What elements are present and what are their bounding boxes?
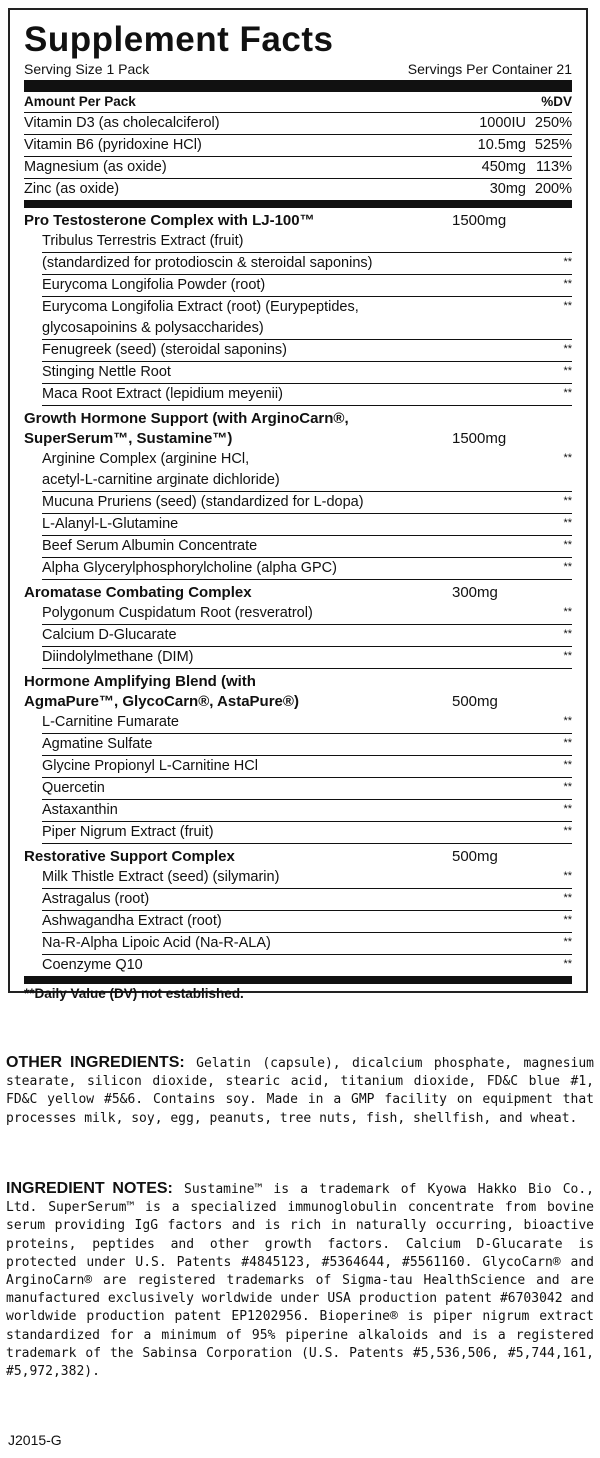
ingredient-row bbox=[42, 470, 572, 492]
dv-not-established-marker bbox=[556, 470, 572, 491]
blend-groups bbox=[24, 208, 572, 976]
dv-not-established-marker: ** bbox=[563, 387, 572, 399]
panel-title: Supplement Facts bbox=[24, 20, 334, 59]
ingredient-name: Calcium D-Glucarate bbox=[42, 627, 177, 643]
ingredient-row bbox=[42, 340, 572, 362]
dv-not-established-marker: ** bbox=[563, 892, 572, 904]
dv-not-established-marker: ** bbox=[563, 517, 572, 529]
group-title-line bbox=[24, 692, 572, 712]
vitamin-dv: 200% bbox=[534, 181, 572, 197]
ingredient-row bbox=[42, 933, 572, 955]
vitamin-row bbox=[24, 179, 572, 200]
ingredient-row bbox=[42, 800, 572, 822]
ingredient-name: glycosapoinins & polysaccharides) bbox=[42, 320, 264, 336]
dv-not-established-marker: ** bbox=[563, 737, 572, 749]
vitamin-name: Zinc (as oxide) bbox=[24, 181, 120, 197]
group-title-line bbox=[24, 409, 572, 429]
group-quantity: 1500mg bbox=[452, 430, 507, 447]
ingredient-notes-text: Sustamine™ is a trademark of Kyowa Hakko Bio Co., Ltd. SuperSerum™ is a specialized immunoglobulin concentrate from bovine serum providing IgG factors and is rich in naturally occurring, bioactive proteins, peptides and other growth factors. Calcium D-Glucarate is protected under U.S. Patents #4845123, #5364644, #5561160. GlycoCarn® and ArginoCarn® are registered trademarks of Sigma-tau HealthScience and are manufactured exclusively worldwide under USA production patent #6703042 and worldwide production patent EP1202956. Bioperine® is piper nigrum extract standardized for a minimum of 95% piperine alkaloids and is a registered trademark of the Sabinsa Corporation (U.S. Patents #5,536,506, #5,744,161, #5,972,382). bbox=[6, 1182, 594, 1380]
ingredient-name: Beef Serum Albumin Concentrate bbox=[42, 538, 258, 554]
ingredient-name: Stinging Nettle Root bbox=[42, 364, 171, 380]
serving-size: Serving Size 1 Pack bbox=[24, 61, 150, 77]
group-quantity: 500mg bbox=[452, 693, 498, 710]
ingredient-notes-label: INGREDIENT NOTES: bbox=[6, 1180, 173, 1197]
ingredient-row bbox=[42, 625, 572, 647]
dv-not-established-marker: ** bbox=[563, 715, 572, 727]
ingredient-name: L-Alanyl-L-Glutamine bbox=[42, 516, 179, 532]
ingredient-name: Tribulus Terrestris Extract (fruit) bbox=[42, 233, 244, 249]
other-ingredients-label: OTHER INGREDIENTS: bbox=[6, 1054, 185, 1071]
ingredient-notes bbox=[6, 1180, 594, 1381]
group-title-line bbox=[24, 583, 572, 603]
other-ingredients-text: Gelatin (capsule), dicalcium phosphate, magnesium stearate, silicon dioxide, stearic acid, titanium dioxide, FD&C blue #1, FD&C yellow #5&6. Contains soy. Made in a GMP facility on equipment that processes milk, soy, egg, peanuts, tree nuts, fish, shellfish, and wheat. bbox=[6, 1056, 595, 1126]
ingredient-name: Astaxanthin bbox=[42, 802, 118, 818]
dv-not-established-marker: ** bbox=[563, 300, 572, 312]
vitamin-name: Vitamin D3 (as cholecalciferol) bbox=[24, 115, 220, 131]
ingredient-row bbox=[42, 867, 572, 889]
blend-group bbox=[24, 208, 572, 406]
group-quantity: 500mg bbox=[452, 848, 498, 865]
dv-not-established-marker: ** bbox=[563, 256, 572, 268]
group-name-continued: SuperSerum™, Sustamine™) bbox=[24, 430, 233, 447]
ingredient-name: Eurycoma Longifolia Powder (root) bbox=[42, 277, 266, 293]
dv-not-established-marker: ** bbox=[563, 936, 572, 948]
ingredient-name: Agmatine Sulfate bbox=[42, 736, 153, 752]
ingredient-row bbox=[42, 603, 572, 625]
ingredient-row bbox=[42, 536, 572, 558]
ingredient-name: Fenugreek (seed) (steroidal saponins) bbox=[42, 342, 288, 358]
group-name: Hormone Amplifying Blend (with bbox=[24, 673, 256, 690]
ingredient-row bbox=[42, 514, 572, 536]
group-title-line bbox=[24, 211, 572, 231]
vitamin-row bbox=[24, 157, 572, 179]
ingredient-row bbox=[42, 911, 572, 933]
ingredient-row bbox=[42, 778, 572, 800]
dv-footnote: **Daily Value (DV) not established. bbox=[24, 986, 244, 1001]
blend-group bbox=[24, 580, 572, 669]
vitamin-name: Magnesium (as oxide) bbox=[24, 159, 167, 175]
dv-not-established-marker: ** bbox=[563, 650, 572, 662]
divider-medium-bottom bbox=[24, 976, 572, 984]
dv-not-established-marker: ** bbox=[563, 452, 572, 464]
ingredient-row bbox=[42, 822, 572, 844]
ingredient-row bbox=[42, 492, 572, 514]
dv-not-established-marker: ** bbox=[563, 278, 572, 290]
group-name: Aromatase Combating Complex bbox=[24, 584, 252, 601]
blend-group bbox=[24, 406, 572, 580]
ingredient-row bbox=[42, 362, 572, 384]
ingredient-row bbox=[42, 449, 572, 470]
ingredient-row bbox=[42, 889, 572, 911]
ingredient-name: Polygonum Cuspidatum Root (resveratrol) bbox=[42, 605, 313, 621]
ingredient-name: Quercetin bbox=[42, 780, 105, 796]
ingredient-name: Na-R-Alpha Lipoic Acid (Na-R-ALA) bbox=[42, 935, 271, 951]
blend-group bbox=[24, 669, 572, 844]
amount-header bbox=[24, 92, 572, 113]
ingredient-name: Milk Thistle Extract (seed) (silymarin) bbox=[42, 869, 280, 885]
dv-not-established-marker: ** bbox=[563, 495, 572, 507]
vitamin-amount: 30mg bbox=[489, 181, 526, 197]
dv-not-established-marker: ** bbox=[563, 803, 572, 815]
vitamin-dv: 525% bbox=[534, 137, 572, 153]
vitamin-amount: 1000IU bbox=[479, 115, 526, 131]
ingredient-row bbox=[42, 955, 572, 976]
ingredient-name: acetyl-L-carnitine arginate dichloride) bbox=[42, 472, 280, 488]
ingredient-row bbox=[42, 253, 572, 275]
servings-per-container: Servings Per Container 21 bbox=[407, 61, 572, 77]
ingredient-row bbox=[42, 712, 572, 734]
vitamin-dv: 113% bbox=[535, 159, 572, 175]
ingredient-row bbox=[42, 297, 572, 318]
dv-not-established-marker: ** bbox=[563, 781, 572, 793]
ingredient-name: Glycine Propionyl L-Carnitine HCl bbox=[42, 758, 258, 774]
ingredient-name: Piper Nigrum Extract (fruit) bbox=[42, 824, 214, 840]
serving-info bbox=[24, 60, 572, 78]
ingredient-name: Alpha Glycerylphosphorylcholine (alpha GPC) bbox=[42, 560, 337, 576]
dv-not-established-marker: ** bbox=[563, 628, 572, 640]
vitamin-row bbox=[24, 113, 572, 135]
ingredient-row bbox=[42, 558, 572, 580]
product-code: J2015-G bbox=[8, 1432, 62, 1448]
dv-not-established-marker: ** bbox=[563, 365, 572, 377]
dv-not-established-marker: ** bbox=[563, 343, 572, 355]
dv-not-established-marker: ** bbox=[563, 825, 572, 837]
dv-not-established-marker bbox=[556, 318, 572, 339]
divider-medium bbox=[24, 200, 572, 208]
group-name-continued: AgmaPure™, GlycoCarn®, AstaPure®) bbox=[24, 693, 299, 710]
ingredient-row bbox=[42, 231, 572, 253]
dv-not-established-marker: ** bbox=[563, 539, 572, 551]
dv-not-established-marker: ** bbox=[563, 914, 572, 926]
dv-not-established-marker: ** bbox=[563, 958, 572, 970]
dv-label: %DV bbox=[541, 94, 572, 109]
ingredient-row bbox=[42, 756, 572, 778]
ingredient-name: Ashwagandha Extract (root) bbox=[42, 913, 222, 929]
ingredient-name: Astragalus (root) bbox=[42, 891, 150, 907]
vitamin-row bbox=[24, 135, 572, 157]
vitamin-amount: 10.5mg bbox=[477, 137, 526, 153]
ingredient-name: Mucuna Pruriens (seed) (standardized for L-dopa) bbox=[42, 494, 364, 510]
ingredient-row bbox=[42, 734, 572, 756]
ingredient-row bbox=[42, 318, 572, 340]
ingredient-row bbox=[42, 647, 572, 669]
ingredient-name: Eurycoma Longifolia Extract (root) (Eurypeptides, bbox=[42, 299, 359, 315]
group-name: Restorative Support Complex bbox=[24, 848, 235, 865]
blend-group bbox=[24, 844, 572, 976]
supplement-facts-panel bbox=[8, 8, 588, 1001]
group-quantity: 1500mg bbox=[452, 212, 507, 229]
dv-not-established-marker: ** bbox=[563, 606, 572, 618]
group-title-line bbox=[24, 429, 572, 449]
ingredient-name: L-Carnitine Fumarate bbox=[42, 714, 179, 730]
ingredient-row bbox=[42, 275, 572, 297]
group-name: Growth Hormone Support (with ArginoCarn®, bbox=[24, 410, 349, 427]
dv-not-established-marker: ** bbox=[563, 870, 572, 882]
vitamin-name: Vitamin B6 (pyridoxine HCl) bbox=[24, 137, 202, 153]
ingredient-name: (standardized for protodioscin & steroidal saponins) bbox=[42, 255, 373, 271]
ingredient-name: Maca Root Extract (lepidium meyenii) bbox=[42, 386, 283, 402]
group-quantity: 300mg bbox=[452, 584, 498, 601]
dv-not-established-marker: ** bbox=[563, 561, 572, 573]
vitamin-list bbox=[24, 113, 572, 200]
ingredient-name: Diindolylmethane (DIM) bbox=[42, 649, 194, 665]
ingredient-name: Arginine Complex (arginine HCl, bbox=[42, 451, 250, 467]
vitamin-dv: 250% bbox=[534, 115, 572, 131]
other-ingredients bbox=[6, 1054, 594, 1128]
ingredient-name: Coenzyme Q10 bbox=[42, 957, 143, 973]
divider-thick bbox=[24, 80, 572, 92]
group-name: Pro Testosterone Complex with LJ-100™ bbox=[24, 212, 315, 229]
vitamin-amount: 450mg bbox=[481, 159, 526, 175]
group-title-line bbox=[24, 672, 572, 692]
dv-not-established-marker bbox=[556, 231, 572, 252]
dv-not-established-marker: ** bbox=[563, 759, 572, 771]
ingredient-row bbox=[42, 384, 572, 406]
group-title-line bbox=[24, 847, 572, 867]
amount-per-pack-label: Amount Per Pack bbox=[24, 94, 136, 109]
